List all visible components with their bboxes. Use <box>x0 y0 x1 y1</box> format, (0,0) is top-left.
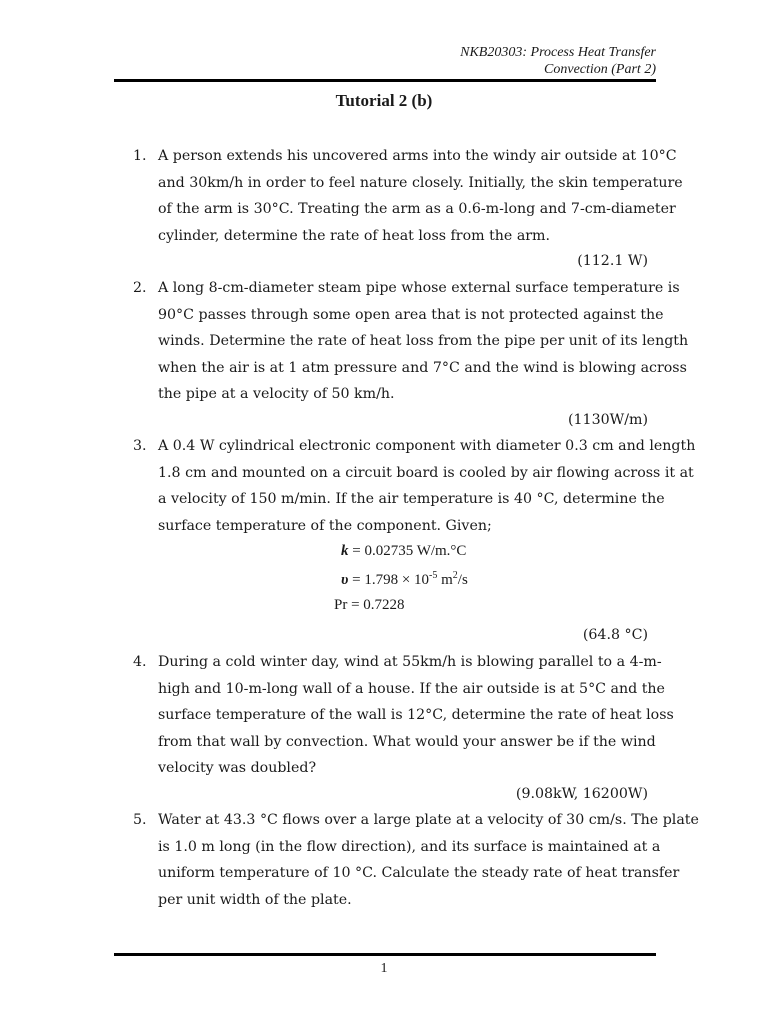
text-line: and 30km/h in order to feel nature closely. Initially, the skin temperature <box>158 174 683 191</box>
question-text <box>158 649 674 782</box>
question-text <box>158 807 699 913</box>
text-line: per unit width of the plate. <box>158 891 352 908</box>
question-number: 1. <box>133 148 147 164</box>
text-line: A long 8-cm-diameter steam pipe whose external surface temperature is <box>158 280 680 296</box>
answer: (112.1 W) <box>577 253 648 269</box>
text-line: A person extends his uncovered arms into the windy air outside at 10°C <box>158 148 677 164</box>
text-line: surface temperature of the wall is 12°C, determine the rate of heat loss <box>158 707 674 723</box>
text-line: the pipe at a velocity of 50 km/h. <box>158 386 395 402</box>
question-number: 3. <box>133 438 147 454</box>
text-line: a velocity of 150 m/min. If the air temperature is 40 °C, determine the <box>158 491 665 507</box>
answer: (9.08kW, 16200W) <box>515 786 648 802</box>
text-line: from that wall by convection. What would your answer be if the wind <box>158 733 656 750</box>
text-line: A 0.4 W cylindrical electronic component with diameter 0.3 cm and length <box>158 438 696 454</box>
question-number: 2. <box>133 280 147 296</box>
question-number: 5. <box>133 812 147 828</box>
given-k: k = 0.02735 W/m.°C <box>341 543 467 559</box>
text-line: 1.8 cm and mounted on a circuit board is cooled by air flowing across it at <box>158 464 694 481</box>
text-line: high and 10-m-long wall of a house. If the air outside is at 5°C and the <box>158 680 665 697</box>
page-number: 1 <box>380 961 388 976</box>
text-line: of the arm is 30°C. Treating the arm as a 0.6-m-long and 7-cm-diameter <box>158 201 676 217</box>
question-number: 4. <box>133 654 147 670</box>
text-line: is 1.0 m long (in the flow direction), and its surface is maintained at a <box>158 838 661 855</box>
text-line: uniform temperature of 10 °C. Calculate the steady rate of heat transfer <box>158 865 680 881</box>
text-line: velocity was doubled? <box>158 760 317 776</box>
question-text <box>158 433 696 539</box>
text-line: when the air is at 1 atm pressure and 7°C and the wind is blowing across <box>158 359 687 376</box>
given-pr: Pr = 0.7228 <box>334 597 405 613</box>
text-line: winds. Determine the rate of heat loss from the pipe per unit of its length <box>158 333 689 349</box>
course-title: NKB20303: Process Heat Transfer <box>460 45 656 60</box>
question-text <box>158 275 689 408</box>
answer: (1130W/m) <box>568 412 648 428</box>
text-line: Water at 43.3 °C flows over a large plate at a velocity of 30 cm/s. The plate <box>158 812 699 828</box>
question-text <box>158 143 683 249</box>
page-header <box>460 44 656 78</box>
answer: (64.8 °C) <box>582 627 648 643</box>
header-rule <box>114 79 656 82</box>
page-title: Tutorial 2 (b) <box>335 91 433 110</box>
topic-title: Convection (Part 2) <box>544 62 656 77</box>
text-line: During a cold winter day, wind at 55km/h is blowing parallel to a 4-m- <box>158 654 662 670</box>
given-nu: $\upsilon = 1.798 \times 10^{-5}$ $m^2/s$ <box>341 570 468 588</box>
text-line: cylinder, determine the rate of heat loss from the arm. <box>158 227 551 244</box>
footer-rule <box>114 953 656 956</box>
text-line: 90°C passes through some open area that is not protected against the <box>158 306 664 323</box>
text-line: surface temperature of the component. Given; <box>158 517 492 534</box>
